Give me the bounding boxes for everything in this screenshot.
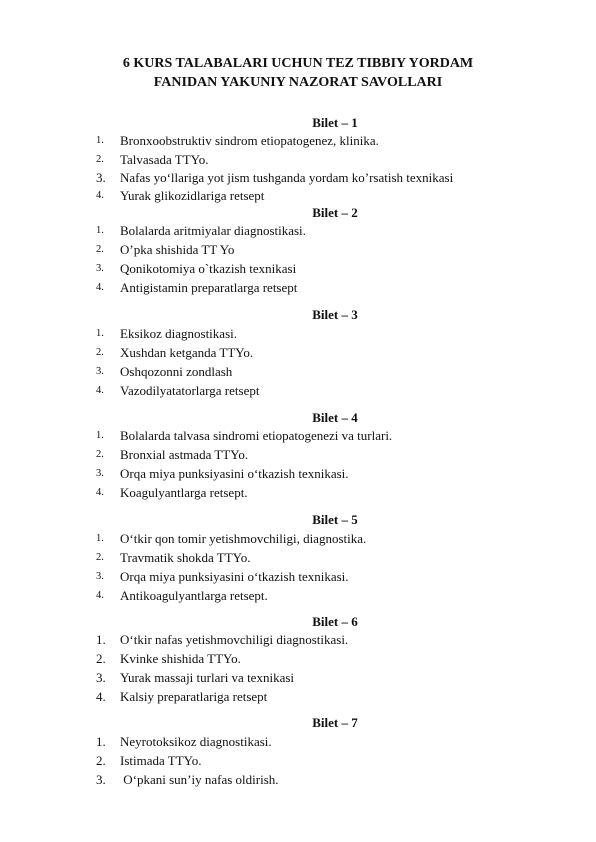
question-text: O‘pkani sun’iy nafas oldirish. [120, 772, 279, 787]
question-number: 1. [96, 225, 104, 236]
question-text: Xushdan ketganda TTYo. [120, 345, 254, 360]
bilet-1-heading: Bilet – 1 [312, 115, 358, 130]
question-number: 4. [96, 689, 106, 704]
question-text: Orqa miya punksiyasini o‘tkazish texnikasi. [120, 466, 349, 481]
question-text: Yurak massaji turlari va texnikasi [120, 670, 295, 685]
question-text: O’pka shishida TT Yo [120, 242, 235, 257]
question-text: Bronxoobstruktiv sindrom etiopatogenez, klinika. [120, 133, 379, 148]
bilet-7-heading: Bilet – 7 [312, 715, 358, 730]
question-number: 4. [96, 590, 104, 601]
question-text: Qonikotomiya o`tkazish texnikasi [120, 261, 297, 276]
question-text: Kalsiy preparatlariga retsept [120, 689, 268, 704]
question-text: Koagulyantlarga retsept. [120, 485, 248, 500]
question-number: 1. [96, 533, 104, 544]
question-text: Bolalarda aritmiyalar diagnostikasi. [120, 223, 306, 238]
bilet-5-heading: Bilet – 5 [312, 512, 358, 527]
question-text: Bolalarda talvasa sindromi etiopatogenezi va turlari. [120, 428, 393, 443]
question-number: 2. [96, 347, 104, 358]
question-text: Vazodilyatatorlarga retsept [120, 383, 260, 398]
question-text: Orqa miya punksiyasini o‘tkazish texnikasi. [120, 569, 349, 584]
question-number: 1. [96, 430, 104, 441]
question-number: 3. [96, 170, 106, 185]
question-number: 3. [96, 772, 106, 787]
question-number: 1. [96, 632, 106, 647]
question-text: Yurak glikozidlariga retsept [120, 188, 265, 203]
question-text: Kvinke shishida TTYo. [120, 651, 241, 666]
question-text: Nafas yo‘llariga yot jism tushganda yordam ko’rsatish texnikasi [120, 170, 454, 185]
question-text: Bronxial astmada TTYo. [120, 447, 249, 462]
question-text: Oshqozonni zondlash [120, 364, 233, 379]
question-number: 2. [96, 449, 104, 460]
question-number: 3. [96, 571, 104, 582]
question-number: 4. [96, 190, 104, 201]
question-number: 3. [96, 366, 104, 377]
question-number: 2. [96, 154, 104, 165]
question-number: 1. [96, 734, 106, 749]
question-text: Neyrotoksikoz diagnostikasi. [120, 734, 272, 749]
question-number: 4. [96, 487, 104, 498]
question-text: Antikoagulyantlarga retsept. [120, 588, 268, 603]
question-number: 3. [96, 468, 104, 479]
title-line-2: FANIDAN YAKUNIY NAZORAT SAVOLLARI [153, 75, 443, 90]
question-number: 2. [96, 753, 106, 768]
question-number: 3. [96, 670, 106, 685]
bilet-3-heading: Bilet – 3 [312, 307, 358, 322]
bilet-6-heading: Bilet – 6 [312, 614, 358, 629]
question-text: O‘tkir qon tomir yetishmovchiligi, diagnostika. [120, 531, 367, 546]
document-title [0, 54, 596, 92]
question-text: Istimada TTYo. [120, 753, 202, 768]
question-number: 4. [96, 282, 104, 293]
question-text: Eksikoz diagnostikasi. [120, 326, 237, 341]
bilet-4-heading: Bilet – 4 [312, 410, 358, 425]
question-number: 1. [96, 135, 104, 146]
question-number: 1. [96, 328, 104, 339]
question-text: Talvasada TTYo. [120, 152, 209, 167]
question-text: Antigistamin preparatlarga retsept [120, 280, 298, 295]
question-number: 3. [96, 263, 104, 274]
question-number: 4. [96, 385, 104, 396]
question-number: 2. [96, 552, 104, 563]
question-text: Travmatik shokda TTYo. [120, 550, 251, 565]
title-line-1: 6 KURS TALABALARI UCHUN TEZ TIBBIY YORDAM [122, 56, 474, 71]
question-text: O‘tkir nafas yetishmovchiligi diagnostikasi. [120, 632, 349, 647]
question-number: 2. [96, 651, 106, 666]
bilet-2-heading: Bilet – 2 [312, 205, 358, 220]
question-number: 2. [96, 244, 104, 255]
